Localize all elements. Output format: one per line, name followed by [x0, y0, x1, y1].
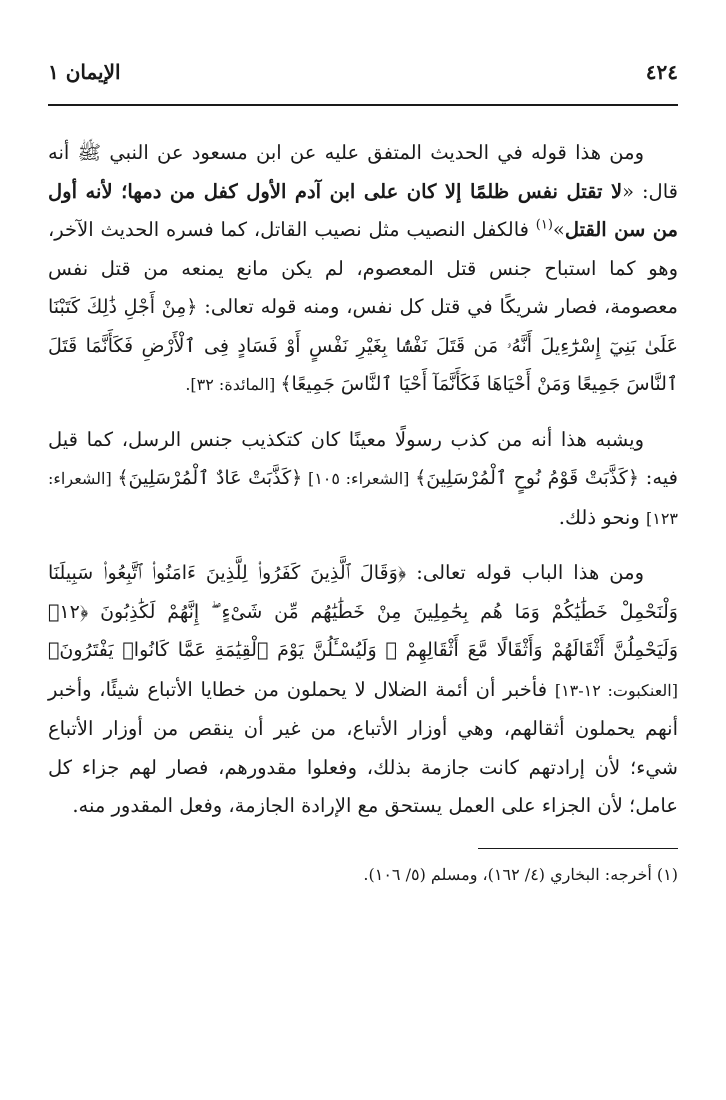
p3-text-a: ومن هذا الباب قوله تعالى:	[406, 561, 644, 584]
footnote: (١) أخرجه: البخاري (٤/ ١٦٢)، ومسلم (٥/ ١٠٦).	[363, 864, 678, 884]
p2-text-b: ونحو ذلك.	[558, 505, 646, 529]
p1-text-b: »	[552, 218, 565, 241]
book-page	[48, 60, 678, 889]
p1-text-a: ومن هذا قوله في الحديث المتفق عليه عن ابن مسعود عن النبي ﷺ أنه قال: «	[48, 141, 678, 203]
header-rule	[48, 104, 678, 106]
verse-reference: [العنكبوت: ١٢-١٣]	[554, 680, 678, 700]
paragraph-2	[48, 421, 678, 539]
footnote-rule	[478, 848, 678, 849]
p2-text-a: ويشبه هذا أنه من كذب رسولًا معينًا كان كتكذيب جنس الرسل، كما قيل فيه:	[48, 427, 678, 489]
quran-verse: ﴿كَذَّبَتْ قَوْمُ نُوحٍ ٱلْمُرْسَلِينَ﴾	[415, 467, 639, 489]
page-number: ٤٢٤	[645, 60, 678, 84]
verse-reference: [المائدة: ٣٢].	[185, 375, 281, 394]
book-title: الإيمان ١	[48, 60, 121, 84]
paragraph-1	[48, 134, 678, 405]
quran-verse: ﴿مِنْ أَجْلِ ذَٰلِكَ كَتَبْنَا عَلَىٰ بَنِيٓ إِسْرَٰٓءِيلَ أَنَّهُۥ مَن قَتَلَ نَفْسًۢا بِغَيْرِ نَفْسٍ أَوْ فَسَادٍ فِى ٱلْأَرْضِ فَكَأَنَّمَا قَتَلَ ٱلنَّاسَ جَمِيعًا وَمَنْ أَحْيَاهَا فَكَأَنَّمَآ أَحْيَا ٱلنَّاسَ جَمِيعًا﴾	[48, 296, 678, 395]
footnote-marker[interactable]: (١)	[535, 217, 553, 233]
hadith-text: لا تقتل نفس ظلمًا إلا كان على ابن آدم الأول كفل من دمها؛ لأنه أول من سن القتل	[48, 179, 678, 241]
verse-reference: [الشعراء: ١٢٣]	[48, 469, 678, 528]
p1-text-c: فالكفل النصيب مثل نصيب القاتل، كما فسره الحديث الآخر، وهو كما استباح جنس قتل المعصوم، لم يكن مانع يمنعه من قتل نفس معصومة، فصار شريكًا في قتل كل نفس، ومنه قوله تعالى:	[48, 218, 679, 318]
quran-verse: ﴿كَذَّبَتْ عَادٌ ٱلْمُرْسَلِينَ﴾	[117, 467, 303, 489]
paragraph-3	[48, 554, 678, 826]
verse-reference: [الشعراء: ١٠٥]	[302, 469, 416, 488]
quran-verse: ﴿وَقَالَ ٱلَّذِينَ كَفَرُوا۟ لِلَّذِينَ ءَامَنُوا۟ ٱتَّبِعُوا۟ سَبِيلَنَا وَلْنَحْمِلْ خَطَٰيَٰكُمْ وَمَا هُم بِحَٰمِلِينَ مِنْ خَطَٰيَٰهُم مِّن شَىْءٍ ۖ إِنَّهُمْ لَكَٰذِبُونَ ﴿١٢﴾ وَلَيَحْمِلُنَّ أَثْقَالَهُمْ وَأَثْقَالًا مَّعَ أَثْقَالِهِمْ ۖ وَلَيُسْـَٔلُنَّ يَوْمَ ٱلْقِيَٰمَةِ عَمَّا كَانُوا۟ يَفْتَرُونَ﴾	[48, 562, 678, 661]
running-head	[48, 60, 678, 100]
p3-text-b: فأخبر أن أئمة الضلال لا يحملون من خطايا الأتباع شيئًا، وأخبر أنهم يحملون أثقالهم، وهي أوزار الأتباع، من غير أن ينقص من أوزار الأتباع شيء؛ لأن إرادتهم كانت جازمة بذلك، وفعلوا مقدورهم، فصار لهم جزاء كل عامل؛ لأن الجزاء على العمل يستحق مع الإرادة الجازمة، وفعل المقدور منه.	[48, 677, 678, 817]
